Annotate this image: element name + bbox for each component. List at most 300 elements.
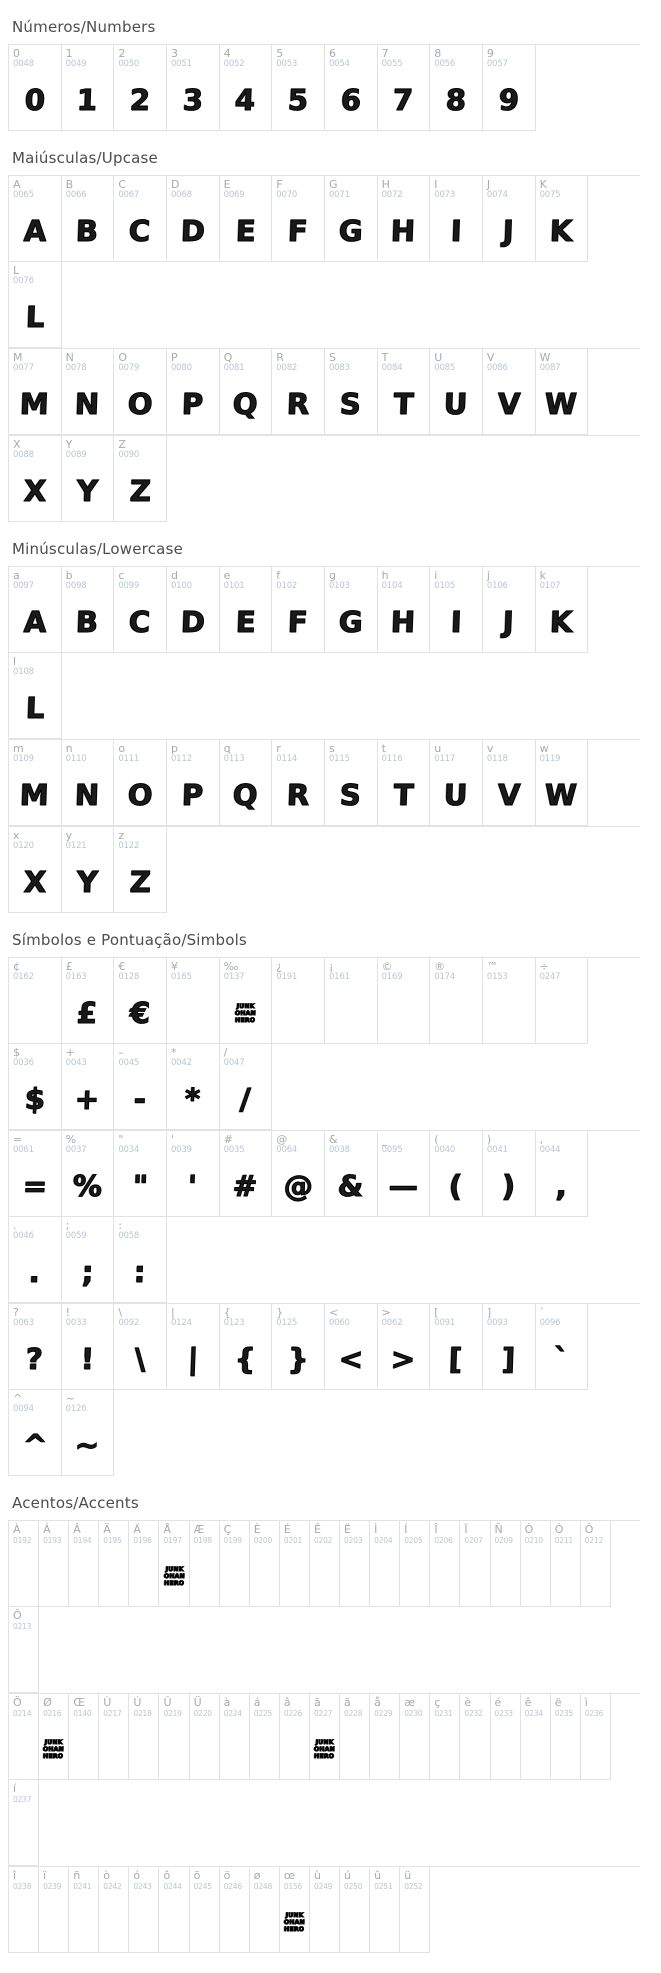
- glyph-cell[interactable]: [250, 1867, 280, 1953]
- glyph-cell[interactable]: [430, 1521, 460, 1607]
- glyph-cell[interactable]: [280, 1694, 310, 1780]
- glyph-cell[interactable]: [551, 1694, 581, 1780]
- glyph-preview: [114, 462, 166, 520]
- glyph-preview-text: H: [390, 604, 417, 639]
- glyph-cell[interactable]: [220, 45, 273, 131]
- glyph-preview-text: M: [19, 777, 50, 812]
- glyph-char-label: P: [170, 351, 178, 364]
- glyph-cell[interactable]: [39, 1521, 69, 1607]
- glyph-cell[interactable]: [581, 1694, 611, 1780]
- glyph-preview-text: X: [23, 864, 47, 899]
- glyph-code-label: 0231: [434, 1709, 453, 1718]
- glyph-cell[interactable]: [272, 349, 325, 435]
- glyph-cell[interactable]: [483, 349, 536, 435]
- glyph-cell[interactable]: [69, 1521, 99, 1607]
- glyph-cell[interactable]: [491, 1694, 521, 1780]
- glyph-cell[interactable]: [9, 1131, 62, 1217]
- glyph-code-label: 0095: [381, 1145, 403, 1155]
- glyph-preview: [220, 71, 272, 129]
- glyph-cell[interactable]: [220, 1304, 273, 1390]
- glyph-preview-text: A: [23, 213, 47, 248]
- glyph-cell[interactable]: [167, 176, 220, 262]
- glyph-char-label: /: [223, 1046, 228, 1059]
- glyph-code-label: 0229: [374, 1709, 393, 1718]
- glyph-preview-text: N: [74, 386, 101, 421]
- glyph-cell[interactable]: [167, 349, 220, 435]
- glyph-preview: [190, 1893, 219, 1951]
- glyph-preview: [99, 1893, 128, 1951]
- glyph-cell[interactable]: [340, 1694, 370, 1780]
- glyph-cell[interactable]: [220, 1131, 273, 1217]
- glyph-cell[interactable]: [69, 1867, 99, 1953]
- glyph-char-label: û: [374, 1869, 382, 1882]
- glyph-cell[interactable]: [483, 740, 536, 826]
- glyph-cell[interactable]: [460, 1521, 490, 1607]
- glyph-preview: [483, 1157, 535, 1215]
- glyph-preview-text: +: [74, 1081, 101, 1116]
- glyph-code-label: 0232: [464, 1709, 483, 1718]
- glyph-cell[interactable]: [220, 567, 273, 653]
- glyph-code-label: 0064: [276, 1145, 298, 1155]
- glyph-cell[interactable]: [272, 45, 325, 131]
- glyph-cell[interactable]: [483, 1131, 536, 1217]
- glyph-cell[interactable]: [536, 349, 589, 435]
- glyph-preview: [430, 1157, 482, 1215]
- glyph-preview: [460, 1720, 489, 1778]
- glyph-cell[interactable]: [99, 1694, 129, 1780]
- glyph-cell[interactable]: [378, 567, 431, 653]
- glyph-cell[interactable]: [39, 1694, 69, 1780]
- glyph-cell[interactable]: [9, 567, 62, 653]
- glyph-cell[interactable]: [325, 1131, 378, 1217]
- glyph-char-label: j: [486, 569, 490, 582]
- glyph-cell[interactable]: [9, 740, 62, 826]
- glyph-cell[interactable]: [159, 1694, 189, 1780]
- glyph-cell[interactable]: [430, 45, 483, 131]
- glyph-preview-text: `: [553, 1341, 570, 1376]
- glyph-cell[interactable]: [521, 1694, 551, 1780]
- glyph-code-label: 0116: [381, 754, 403, 764]
- glyph-cell[interactable]: [114, 1217, 167, 1303]
- glyph-cell[interactable]: [250, 1521, 280, 1607]
- glyph-cell[interactable]: [99, 1867, 129, 1953]
- glyph-cell[interactable]: [430, 1304, 483, 1390]
- glyph-cell[interactable]: [114, 827, 167, 913]
- glyph-code-label: 0098: [65, 581, 87, 591]
- glyph-cell[interactable]: [400, 1867, 430, 1953]
- glyph-code-label: 0163: [65, 972, 87, 982]
- glyph-cell[interactable]: [536, 958, 589, 1044]
- glyph-cell[interactable]: [430, 567, 483, 653]
- glyph-preview-text: T: [392, 777, 414, 812]
- glyph-char-label: Æ: [193, 1523, 205, 1536]
- glyph-preview: [378, 71, 430, 129]
- glyph-cell[interactable]: [536, 1304, 589, 1390]
- glyph-cell[interactable]: [167, 740, 220, 826]
- glyph-cell[interactable]: [99, 1521, 129, 1607]
- glyph-cell[interactable]: [220, 1694, 250, 1780]
- glyph-cell[interactable]: [69, 1694, 99, 1780]
- glyph-char-label: F: [276, 178, 283, 191]
- glyph-cell[interactable]: [536, 176, 589, 262]
- glyph-preview: [114, 853, 166, 911]
- glyph-preview: [39, 1547, 68, 1605]
- glyph-preview: [272, 593, 324, 651]
- glyph-cell[interactable]: [483, 1304, 536, 1390]
- glyph-cell[interactable]: [378, 45, 431, 131]
- glyph-cell[interactable]: [460, 1694, 490, 1780]
- glyph-cell[interactable]: [167, 567, 220, 653]
- glyph-cell[interactable]: [9, 827, 62, 913]
- glyph-cell[interactable]: [536, 567, 589, 653]
- glyph-cell[interactable]: [114, 349, 167, 435]
- glyph-cell[interactable]: [62, 827, 115, 913]
- glyph-char-label: î: [13, 1869, 17, 1882]
- glyph-cell[interactable]: [220, 740, 273, 826]
- glyph-cell[interactable]: [536, 1131, 589, 1217]
- glyph-preview-text: K: [549, 604, 574, 639]
- glyph-cell[interactable]: [430, 740, 483, 826]
- glyph-preview: [9, 71, 61, 129]
- glyph-cell[interactable]: [400, 1521, 430, 1607]
- glyph-code-label: 0227: [313, 1709, 333, 1718]
- glyph-cell[interactable]: [325, 1304, 378, 1390]
- glyph-preview: [325, 766, 377, 824]
- glyph-preview: [9, 1070, 61, 1128]
- glyph-cell[interactable]: [190, 1694, 220, 1780]
- glyph-preview: [280, 1893, 309, 1951]
- glyph-cell[interactable]: [114, 176, 167, 262]
- glyph-cell[interactable]: [9, 1217, 62, 1303]
- glyph-char-label: &: [328, 1133, 338, 1146]
- glyph-cell[interactable]: [325, 349, 378, 435]
- glyph-code-label: 0248: [253, 1882, 273, 1891]
- glyph-cell[interactable]: [430, 958, 483, 1044]
- glyph-preview: [114, 1330, 166, 1388]
- glyph-cell[interactable]: [272, 1304, 325, 1390]
- glyph-cell[interactable]: [9, 1780, 39, 1866]
- glyph-preview-text: W: [544, 777, 579, 812]
- glyph-cell[interactable]: [310, 1521, 340, 1607]
- glyph-cell[interactable]: [62, 1131, 115, 1217]
- glyph-char-label: í: [13, 1782, 17, 1795]
- glyph-cell[interactable]: [114, 1044, 167, 1130]
- glyph-preview: [62, 71, 114, 129]
- glyph-code-label: 0117: [434, 754, 456, 764]
- glyph-preview: [400, 1720, 429, 1778]
- glyph-preview-text: D: [180, 213, 206, 248]
- glyph-preview-text: G: [338, 213, 364, 248]
- glyph-cell[interactable]: [167, 1131, 220, 1217]
- glyph-preview-text: R: [286, 386, 310, 421]
- glyph-code-label: 0080: [170, 363, 192, 373]
- glyph-char-label: Ì: [374, 1523, 378, 1536]
- glyph-cell[interactable]: [491, 1521, 521, 1607]
- glyph-preview-text: O: [127, 777, 154, 812]
- glyph-cell[interactable]: [325, 45, 378, 131]
- glyph-cell[interactable]: [430, 1131, 483, 1217]
- glyph-cell[interactable]: [167, 958, 220, 1044]
- glyph-cell[interactable]: [220, 1867, 250, 1953]
- glyph-cell[interactable]: [378, 1131, 431, 1217]
- glyph-code-label: 0121: [65, 841, 87, 851]
- glyph-cell[interactable]: [310, 1867, 340, 1953]
- glyph-cell[interactable]: [272, 740, 325, 826]
- glyph-preview: [9, 1806, 38, 1864]
- glyph-preview-text: 3: [182, 82, 204, 117]
- glyph-cell[interactable]: [400, 1694, 430, 1780]
- section-title: Números/Numbers: [12, 18, 156, 36]
- glyph-preview-text: {: [234, 1341, 257, 1376]
- glyph-cell[interactable]: [114, 45, 167, 131]
- glyph-cell[interactable]: [430, 349, 483, 435]
- glyph-row: [8, 1130, 640, 1303]
- glyph-cell[interactable]: [325, 567, 378, 653]
- glyph-char-label: ù: [313, 1869, 321, 1882]
- glyph-cell[interactable]: [536, 740, 589, 826]
- glyph-cell[interactable]: [9, 653, 62, 739]
- glyph-preview-text: /: [239, 1081, 252, 1116]
- glyph-cell[interactable]: [370, 1694, 400, 1780]
- glyph-cell[interactable]: [430, 176, 483, 262]
- glyph-cell[interactable]: [62, 567, 115, 653]
- glyph-cell[interactable]: [370, 1867, 400, 1953]
- glyph-code-label: 0075: [539, 190, 561, 200]
- glyph-cell[interactable]: [521, 1521, 551, 1607]
- glyph-code-label: 0107: [539, 581, 561, 591]
- glyph-cell[interactable]: [159, 1521, 189, 1607]
- glyph-char-label: :: [118, 1219, 123, 1232]
- glyph-cell[interactable]: [340, 1521, 370, 1607]
- glyph-code-label: 0108: [13, 667, 34, 677]
- glyph-cell[interactable]: [370, 1521, 400, 1607]
- glyph-preview: [310, 1893, 339, 1951]
- glyph-cell[interactable]: [483, 567, 536, 653]
- glyph-preview-text: L: [25, 299, 45, 334]
- glyph-preview: [430, 1547, 459, 1605]
- glyph-cell[interactable]: [9, 45, 62, 131]
- glyph-preview-text: L: [25, 690, 45, 725]
- glyph-cell[interactable]: [325, 176, 378, 262]
- glyph-cell[interactable]: [129, 1694, 159, 1780]
- glyph-char-label: –: [118, 1046, 124, 1059]
- glyph-cell[interactable]: [62, 740, 115, 826]
- glyph-code-label: 0076: [13, 276, 34, 286]
- glyph-cell[interactable]: [190, 1867, 220, 1953]
- glyph-cell[interactable]: [39, 1867, 69, 1953]
- glyph-preview: [310, 1547, 339, 1605]
- glyph-code-label: 0044: [539, 1145, 561, 1155]
- glyph-cell[interactable]: [167, 1044, 220, 1130]
- glyph-cell[interactable]: [9, 958, 62, 1044]
- glyph-code-label: 0226: [283, 1709, 303, 1718]
- glyph-code-label: 0112: [170, 754, 192, 764]
- glyph-code-label: 0210: [524, 1536, 543, 1545]
- glyph-code-label: 0072: [381, 190, 403, 200]
- glyph-cell[interactable]: [220, 176, 273, 262]
- glyph-cell[interactable]: [9, 1694, 39, 1780]
- glyph-cell[interactable]: [220, 958, 273, 1044]
- glyph-code-label: 0195: [103, 1536, 122, 1545]
- glyph-cell[interactable]: [167, 45, 220, 131]
- glyph-char-label: n: [65, 742, 73, 755]
- glyph-preview: [9, 679, 61, 737]
- glyph-preview-text: —: [388, 1168, 419, 1203]
- glyph-cell[interactable]: [62, 176, 115, 262]
- glyph-cell[interactable]: [378, 1304, 431, 1390]
- glyph-code-label: 0066: [65, 190, 87, 200]
- glyph-cell[interactable]: [325, 958, 378, 1044]
- glyph-cell[interactable]: [190, 1521, 220, 1607]
- glyph-code-label: 0207: [464, 1536, 483, 1545]
- glyph-cell[interactable]: [9, 262, 62, 348]
- glyph-cell[interactable]: [114, 958, 167, 1044]
- glyph-preview: [272, 1157, 324, 1215]
- glyph-cell[interactable]: [272, 176, 325, 262]
- glyph-cell[interactable]: [9, 349, 62, 435]
- glyph-cell[interactable]: [167, 1304, 220, 1390]
- glyph-cell[interactable]: [220, 349, 273, 435]
- glyph-cell[interactable]: [483, 45, 536, 131]
- glyph-preview-text: D: [180, 604, 206, 639]
- glyph-preview-text: J: [502, 213, 515, 248]
- glyph-char-label: a: [13, 569, 20, 582]
- glyph-preview: [370, 1893, 399, 1951]
- glyph-cell[interactable]: [325, 740, 378, 826]
- glyph-cell[interactable]: [9, 1044, 62, 1130]
- glyph-cell[interactable]: [280, 1867, 310, 1953]
- glyph-cell[interactable]: [310, 1694, 340, 1780]
- glyph-preview: [491, 1720, 520, 1778]
- glyph-cell[interactable]: [159, 1867, 189, 1953]
- glyph-preview-text: -: [133, 1081, 147, 1116]
- glyph-code-label: 0192: [13, 1536, 32, 1545]
- glyph-char-label: !: [65, 1306, 71, 1319]
- glyph-cell[interactable]: [9, 1390, 62, 1476]
- glyph-char-label: O: [118, 351, 127, 364]
- glyph-char-label: K: [539, 178, 547, 191]
- section-title: Maiúsculas/Upcase: [12, 149, 158, 167]
- glyph-code-label: 0105: [434, 581, 456, 591]
- glyph-char-label: u: [434, 742, 442, 755]
- glyph-char-label: ©: [381, 960, 393, 973]
- glyph-code-label: 0048: [13, 59, 34, 69]
- glyph-cell[interactable]: [62, 1044, 115, 1130]
- glyph-cell[interactable]: [378, 349, 431, 435]
- glyph-preview: [378, 766, 430, 824]
- glyph-cell[interactable]: [483, 176, 536, 262]
- glyph-char-label: (: [434, 1133, 439, 1146]
- glyph-char-label: ä: [344, 1696, 351, 1709]
- glyph-cell[interactable]: [9, 176, 62, 262]
- glyph-preview-text: Q: [232, 386, 259, 421]
- glyph-cell[interactable]: [272, 958, 325, 1044]
- glyph-cell[interactable]: [129, 1867, 159, 1953]
- glyph-code-label: 0078: [65, 363, 87, 373]
- glyph-code-label: 0084: [381, 363, 403, 373]
- glyph-cell[interactable]: [62, 349, 115, 435]
- glyph-cell[interactable]: [62, 1304, 115, 1390]
- glyph-cell[interactable]: [62, 45, 115, 131]
- glyph-preview-text: 6: [340, 82, 362, 117]
- glyph-preview-text: T: [392, 386, 414, 421]
- glyph-preview: [9, 1893, 38, 1951]
- glyph-preview: [167, 593, 219, 651]
- glyph-code-label: 0077: [13, 363, 34, 373]
- glyph-cell[interactable]: [250, 1694, 280, 1780]
- glyph-cell[interactable]: [378, 176, 431, 262]
- glyph-preview: [250, 1720, 279, 1778]
- glyph-char-label: å: [374, 1696, 381, 1709]
- glyph-cell[interactable]: [272, 1131, 325, 1217]
- glyph-cell[interactable]: [114, 740, 167, 826]
- glyph-cell[interactable]: [114, 1304, 167, 1390]
- glyph-preview: [69, 1893, 98, 1951]
- glyph-preview: [340, 1720, 369, 1778]
- glyph-cell[interactable]: [280, 1521, 310, 1607]
- glyph-cell[interactable]: [62, 1390, 115, 1476]
- glyph-code-label: 0203: [344, 1536, 363, 1545]
- glyph-cell[interactable]: [9, 1304, 62, 1390]
- glyph-preview: [62, 984, 114, 1042]
- glyph-preview-text: Y: [76, 864, 99, 899]
- glyph-char-label: ': [170, 1133, 174, 1146]
- glyph-cell[interactable]: [9, 1521, 39, 1607]
- glyph-preview-text: 2: [129, 82, 151, 117]
- glyph-cell[interactable]: [581, 1521, 611, 1607]
- glyph-cell[interactable]: [220, 1044, 273, 1130]
- glyph-preview-text: $: [24, 1081, 46, 1116]
- glyph-cell[interactable]: [129, 1521, 159, 1607]
- glyph-cell[interactable]: [114, 567, 167, 653]
- glyph-preview: [9, 1416, 61, 1474]
- glyph-preview-text: B: [75, 604, 100, 639]
- glyph-preview: [220, 984, 272, 1042]
- glyph-code-label: 0035: [223, 1145, 245, 1155]
- glyph-cell[interactable]: [378, 740, 431, 826]
- glyph-preview: [9, 288, 61, 346]
- glyph-code-label: 0137: [223, 972, 245, 982]
- glyph-preview-text: E: [234, 213, 256, 248]
- glyph-cell[interactable]: [483, 958, 536, 1044]
- glyph-char-label: Ö: [13, 1696, 22, 1709]
- glyph-cell[interactable]: [220, 1521, 250, 1607]
- glyph-cell[interactable]: [114, 1131, 167, 1217]
- glyph-cell[interactable]: [62, 1217, 115, 1303]
- glyph-cell[interactable]: [62, 958, 115, 1044]
- glyph-cell[interactable]: [430, 1694, 460, 1780]
- glyph-cell[interactable]: [9, 436, 62, 522]
- glyph-cell[interactable]: [62, 436, 115, 522]
- glyph-row: [8, 1866, 640, 1953]
- glyph-code-label: 0096: [539, 1318, 561, 1328]
- glyph-cell[interactable]: [9, 1607, 39, 1693]
- glyph-preview: [220, 1070, 272, 1128]
- glyph-char-label: Ï: [464, 1523, 468, 1536]
- glyph-preview-text: =: [22, 1168, 48, 1203]
- glyph-cell[interactable]: [114, 436, 167, 522]
- glyph-preview: [114, 375, 166, 433]
- glyph-code-label: 0054: [328, 59, 350, 69]
- glyph-preview: [325, 593, 377, 651]
- glyph-preview: [129, 1720, 158, 1778]
- glyph-preview-text: !: [80, 1341, 95, 1376]
- glyph-cell[interactable]: [378, 958, 431, 1044]
- glyph-cell[interactable]: [9, 1867, 39, 1953]
- glyph-cell[interactable]: [272, 567, 325, 653]
- glyph-cell[interactable]: [340, 1867, 370, 1953]
- glyph-cell[interactable]: [551, 1521, 581, 1607]
